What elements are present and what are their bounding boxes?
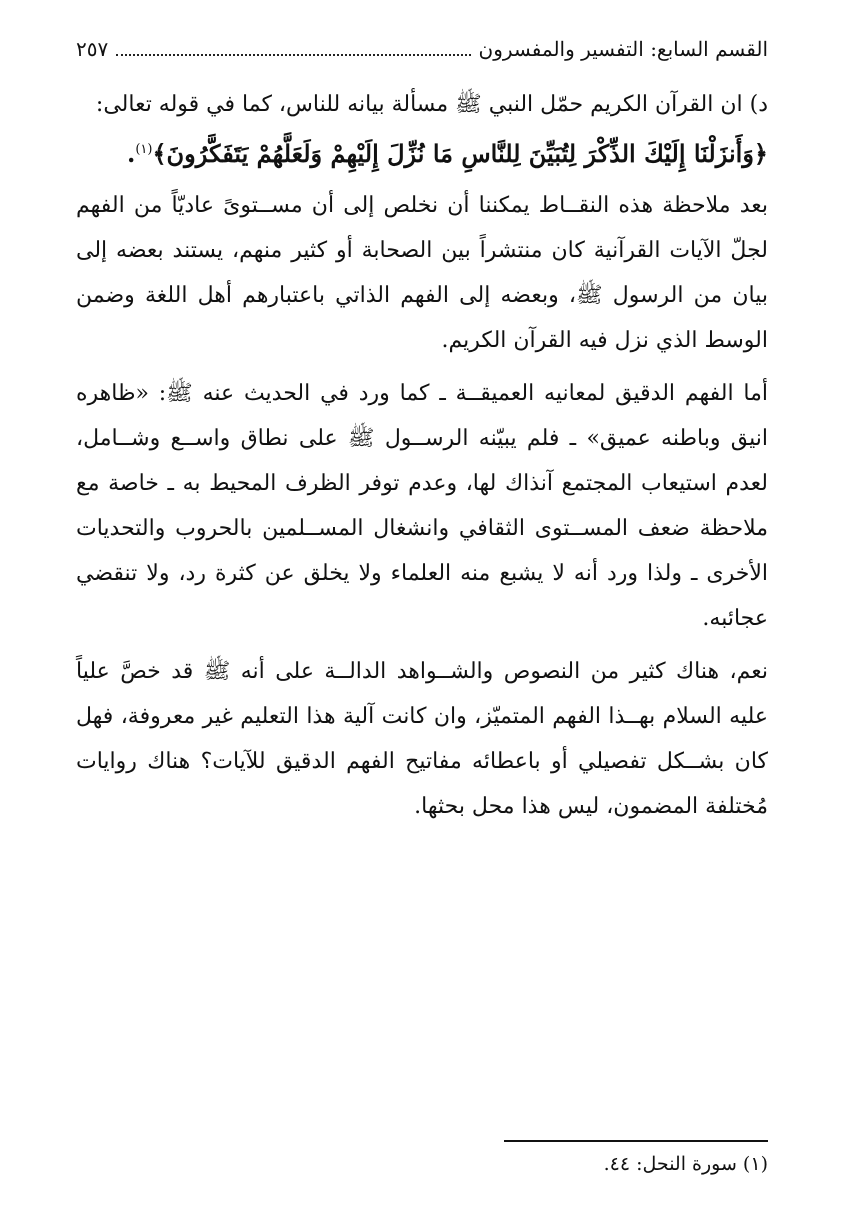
header-leader-dots — [116, 54, 470, 56]
running-header — [76, 34, 768, 64]
header-title: القسم السابع: التفسير والمفسرون — [478, 37, 768, 61]
page-number: ٢٥٧ — [76, 37, 109, 61]
footnote: (١) سورة النحل: ٤٤. — [603, 1153, 768, 1175]
quran-verse: ﴿وَأَنزَلْنَا إِلَيْكَ الذِّكْرَ لِتُبَيِّنَ لِلنَّاسِ مَا نُزِّلَ إِلَيْهِمْ وَلَعَلَّهُمْ يَتَفَكَّرُونَ﴾$^{(١)}$. — [126, 139, 768, 168]
paragraph-2: بعد ملاحظة هذه النقــاط يمكننا أن نخلص إلى أن مســتوىً عاديّاً من الفهم لجلّ الآيات القرآنية كان منتشراً بين الصحابة أو كثير منهم، يستند بعضه إلى بيان من الرسول ﷺ، وبعضه إلى الفهم الذاتي باعتبارهم أهل اللغة وضمن الوسط الذي نزل فيه القرآن الكريم. — [76, 193, 768, 353]
body-text — [76, 82, 768, 837]
paragraph-1 — [76, 82, 768, 177]
paragraph-1-text: د) ان القرآن الكريم حمّل النبي ﷺ مسألة بيانه للناس، كما في قوله تعالى: — [95, 92, 768, 117]
paragraph-3: أما الفهم الدقيق لمعانيه العميقــة ـ كما ورد في الحديث عنه ﷺ: «ظاهره انيق وباطنه عميق» ـ فلم يبيّنه الرســول ﷺ على نطاق واســع وشــامل، لعدم استيعاب المجتمع آنذاك لها، وعدم توفر الظرف المحيط به ـ خاصة مع ملاحظة ضعف المســتوى الثقافي وانشغال المســلمين بالحروب والتحديات الأخرى ـ ولذا ورد أنه لا يشبع منه العلماء ولا يخلق عن كثرة رد، ولا تنقضي عجائبه. — [76, 381, 768, 631]
paragraph-4: نعم، هناك كثير من النصوص والشــواهد الدالــة على أنه ﷺ قد خصَّ علياً عليه السلام بهــذا الفهم المتميّز، وان كانت آلية هذا التعليم غير معروفة، فهل كان بشــكل تفصيلي أو باعطائه مفاتيح الفهم الدقيق للآيات؟ هناك روايات مُختلفة المضمون، ليس هذا محل بحثها. — [76, 659, 768, 819]
quran-verse-text: ﴿وَأَنزَلْنَا إِلَيْكَ الذِّكْرَ لِتُبَيِّنَ لِلنَّاسِ مَا نُزِّلَ إِلَيْهِمْ وَلَعَلَّهُمْ يَتَفَكَّرُونَ﴾ — [152, 139, 768, 168]
footnote-separator — [504, 1140, 768, 1142]
footnote-marker[interactable]: (١) — [135, 142, 153, 157]
